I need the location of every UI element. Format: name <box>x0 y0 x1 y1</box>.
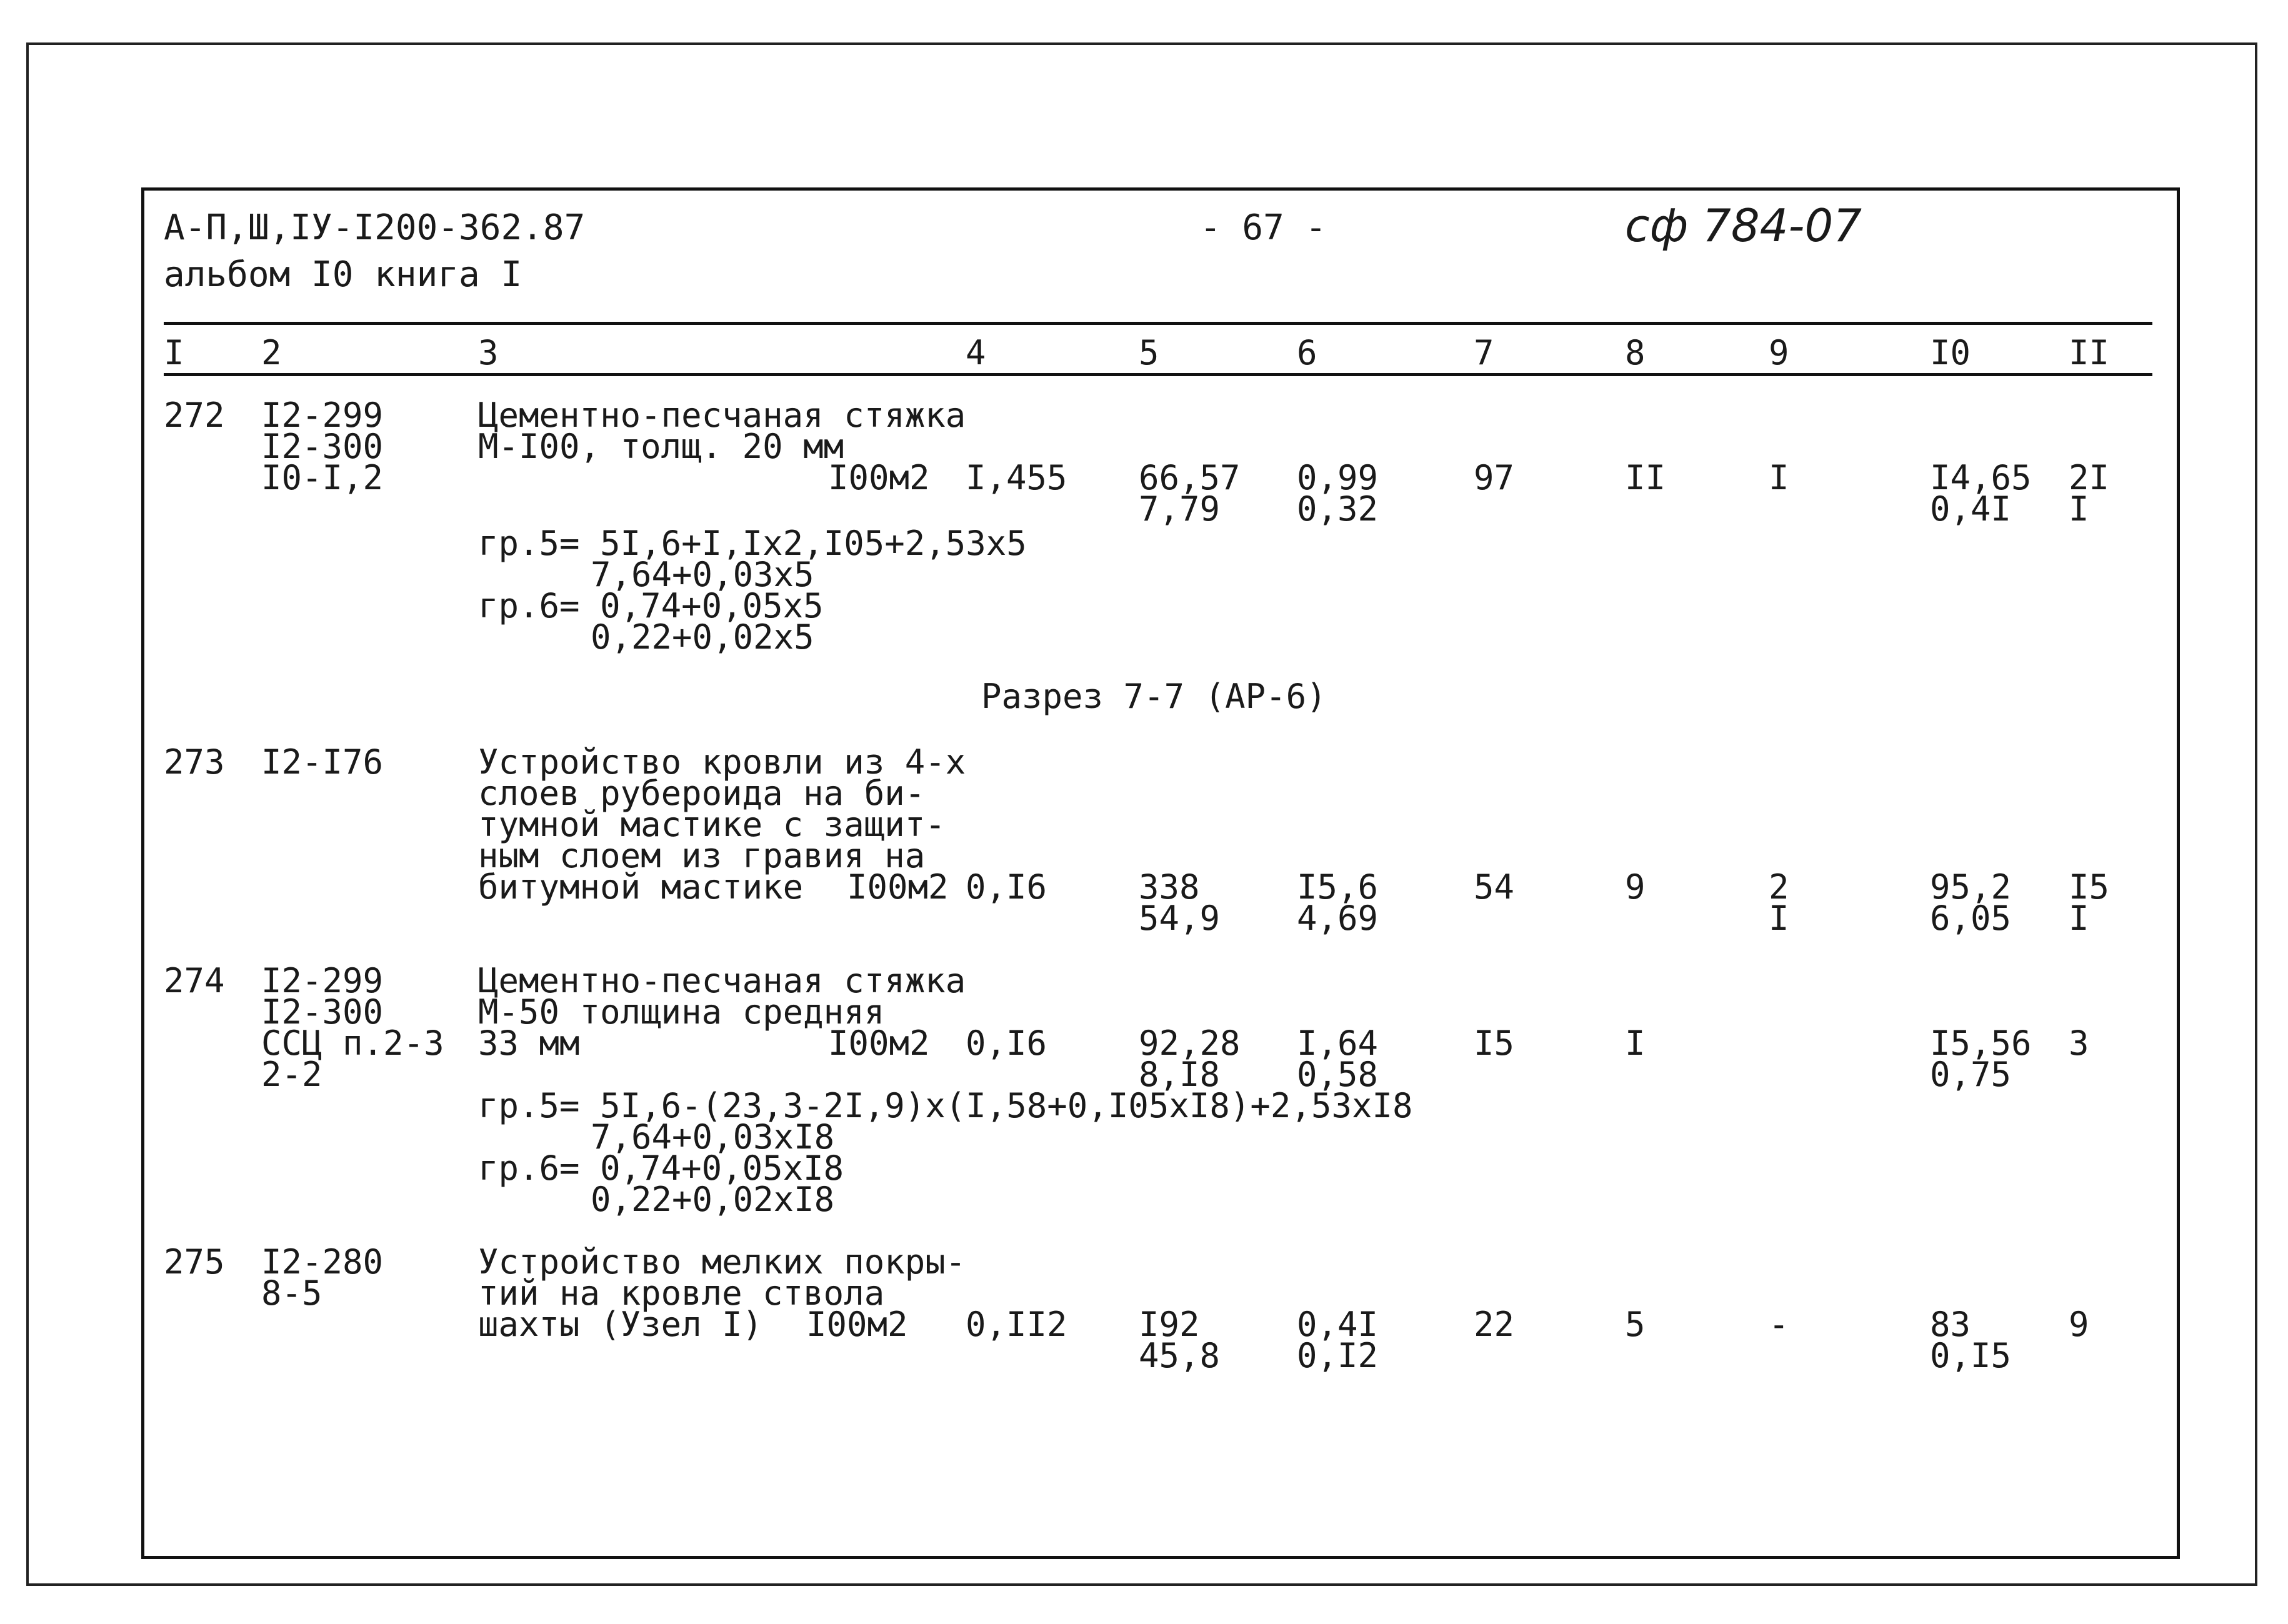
column-header: 5 <box>1139 333 1159 372</box>
col9-value: I <box>1769 899 1789 938</box>
calc-note: гр.6= 0,74+0,05х5 <box>478 586 824 625</box>
work-description: тий на кровле ствола <box>478 1273 885 1313</box>
col6-value: 0,32 <box>1297 489 1379 529</box>
col10-value: 95,2 <box>1930 867 2012 907</box>
unit: I00м2 <box>828 1024 930 1063</box>
col9-value: - <box>1769 1305 1789 1344</box>
document-code: А-П,Ш,IУ-I200-362.87 <box>164 207 586 248</box>
col6-value: 0,4I <box>1297 1305 1379 1344</box>
work-description: Устройство кровли из 4-х <box>478 742 966 782</box>
work-description: Устройство мелких покры- <box>478 1242 966 1282</box>
work-description: тумной мастике с защит- <box>478 805 946 844</box>
col5-value: 54,9 <box>1139 899 1221 938</box>
col5-value: 92,28 <box>1139 1024 1241 1063</box>
col10-value: 83 <box>1930 1305 1971 1344</box>
column-header: 2 <box>261 333 282 372</box>
work-description: М-50 толщина средняя <box>478 992 885 1032</box>
handwritten-reference: сф 784-07 <box>1625 199 1862 252</box>
col7-value: 22 <box>1474 1305 1515 1344</box>
calc-note: гр.5= 5I,6+I,Iх2,I05+2,53х5 <box>478 524 1027 563</box>
col5-value: I92 <box>1139 1305 1200 1344</box>
quantity: I,455 <box>966 458 1067 497</box>
col5-value: 7,79 <box>1139 489 1221 529</box>
work-description: Цементно-песчаная стяжка <box>478 396 966 435</box>
col5-value: 338 <box>1139 867 1200 907</box>
col6-value: 0,I2 <box>1297 1336 1379 1375</box>
calc-note: 7,64+0,03х5 <box>591 555 814 594</box>
work-description: шахты (Узел I) <box>478 1305 763 1344</box>
work-description: битумной мастике <box>478 867 804 907</box>
unit: I00м2 <box>806 1305 908 1344</box>
album-label: альбом I0 книга I <box>164 254 522 295</box>
work-description: слоев рубероида на би- <box>478 774 926 813</box>
work-description: ным слоем из гравия на <box>478 836 926 875</box>
col6-value: I5,6 <box>1297 867 1379 907</box>
norm-ref: 2-2 <box>261 1055 322 1094</box>
work-description: Цементно-песчаная стяжка <box>478 961 966 1000</box>
col8-value: 5 <box>1625 1305 1646 1344</box>
col8-value: I <box>1625 1024 1646 1063</box>
page-number: - 67 - <box>1200 207 1327 248</box>
col11-value: 9 <box>2069 1305 2089 1344</box>
column-header: 7 <box>1474 333 1494 372</box>
norm-ref: I0-I,2 <box>261 458 384 497</box>
quantity: 0,I6 <box>966 867 1047 907</box>
norm-ref: I2-300 <box>261 427 384 466</box>
col10-value: I4,65 <box>1930 458 2032 497</box>
column-header: I <box>164 333 184 372</box>
col10-value: I5,56 <box>1930 1024 2032 1063</box>
col11-value: I <box>2069 899 2089 938</box>
calc-note: гр.5= 5I,6-(23,3-2I,9)х(I,58+0,I05хI8)+2,53хI8 <box>478 1086 1413 1125</box>
col6-value: 4,69 <box>1297 899 1379 938</box>
col8-value: II <box>1625 458 1666 497</box>
col6-value: I,64 <box>1297 1024 1379 1063</box>
norm-ref: I2-299 <box>261 961 384 1000</box>
col7-value: 97 <box>1474 458 1515 497</box>
col7-value: 54 <box>1474 867 1515 907</box>
norm-ref: I2-I76 <box>261 742 384 782</box>
col6-value: 0,99 <box>1297 458 1379 497</box>
col10-value: 0,75 <box>1930 1055 2012 1094</box>
norm-ref: I2-280 <box>261 1242 384 1282</box>
section-heading: Разрез 7-7 (АР-6) <box>981 677 1327 716</box>
row-number: 275 <box>164 1242 225 1282</box>
col9-value: I <box>1769 458 1789 497</box>
quantity: 0,I6 <box>966 1024 1047 1063</box>
work-description: 33 мм <box>478 1024 580 1063</box>
column-header: I0 <box>1930 333 1971 372</box>
norm-ref: 8-5 <box>261 1273 322 1313</box>
col8-value: 9 <box>1625 867 1646 907</box>
col5-value: 8,I8 <box>1139 1055 1221 1094</box>
col5-value: 66,57 <box>1139 458 1241 497</box>
row-number: 272 <box>164 396 225 435</box>
unit: I00м2 <box>828 458 930 497</box>
col10-value: 0,4I <box>1930 489 2012 529</box>
calc-note: 0,22+0,02хI8 <box>591 1180 835 1219</box>
norm-ref: I2-300 <box>261 992 384 1032</box>
column-header: 9 <box>1769 333 1789 372</box>
col11-value: I5 <box>2069 867 2110 907</box>
col11-value: 3 <box>2069 1024 2089 1063</box>
row-number: 274 <box>164 961 225 1000</box>
work-description: М-I00, толщ. 20 мм <box>478 427 844 466</box>
calc-note: 7,64+0,03хI8 <box>591 1117 835 1157</box>
header-rule-bottom <box>164 373 2152 376</box>
unit: I00м2 <box>847 867 949 907</box>
header-rule-top <box>164 322 2152 325</box>
norm-ref: ССЦ п.2-3 <box>261 1024 444 1063</box>
col11-value: I <box>2069 489 2089 529</box>
calc-note: гр.6= 0,74+0,05хI8 <box>478 1148 844 1188</box>
col5-value: 45,8 <box>1139 1336 1221 1375</box>
calc-note: 0,22+0,02х5 <box>591 617 814 657</box>
column-header: 4 <box>966 333 986 372</box>
column-header: II <box>2069 333 2110 372</box>
col11-value: 2I <box>2069 458 2110 497</box>
quantity: 0,II2 <box>966 1305 1067 1344</box>
column-header: 3 <box>478 333 499 372</box>
column-header: 8 <box>1625 333 1646 372</box>
col10-value: 0,I5 <box>1930 1336 2012 1375</box>
col10-value: 6,05 <box>1930 899 2012 938</box>
col9-value: 2 <box>1769 867 1789 907</box>
row-number: 273 <box>164 742 225 782</box>
col7-value: I5 <box>1474 1024 1515 1063</box>
column-header: 6 <box>1297 333 1317 372</box>
norm-ref: I2-299 <box>261 396 384 435</box>
col6-value: 0,58 <box>1297 1055 1379 1094</box>
